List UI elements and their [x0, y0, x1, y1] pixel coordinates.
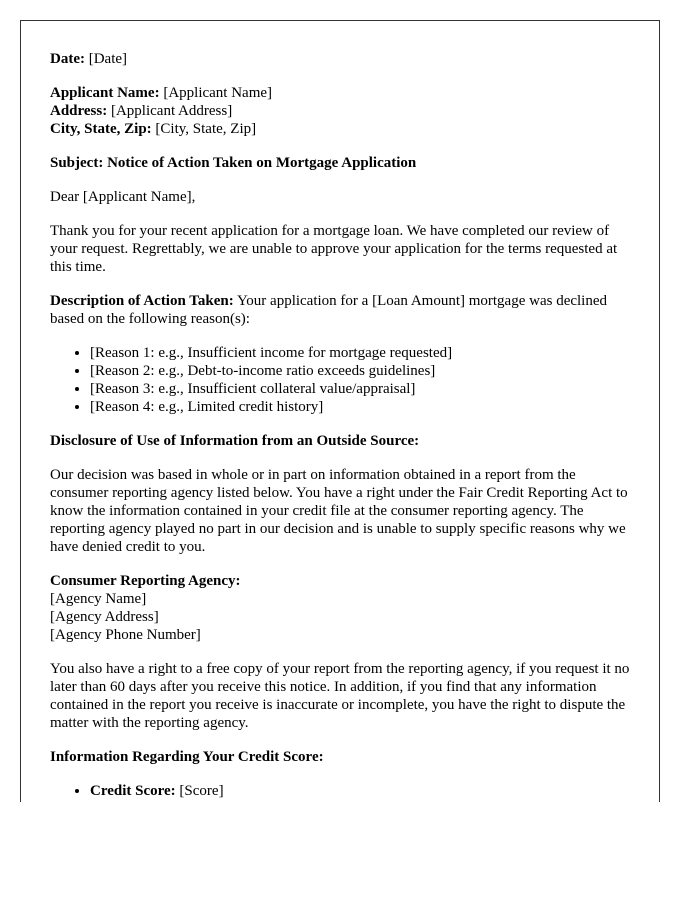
credit-score-label: Credit Score: — [90, 783, 176, 799]
disclosure-heading: Disclosure of Use of Information from an Outside Source: — [50, 433, 420, 449]
credit-score-value: [Score] — [175, 783, 224, 799]
agency-name: [Agency Name] — [50, 591, 147, 607]
intro-paragraph: Thank you for your recent application for a mortgage loan. We have completed our review of your request. Regrettably, we are unable to approve your application for the terms requested at this time. — [50, 223, 618, 275]
date-line — [50, 50, 630, 68]
reason-item: • [Reason 1: e.g., Insufficient income for mortgage requested] — [90, 344, 630, 362]
reason-item: • [Reason 4: e.g., Limited credit history] — [90, 398, 630, 416]
agency-block — [50, 572, 630, 644]
agency-address: [Agency Address] — [50, 609, 159, 625]
salutation: Dear [Applicant Name], — [50, 189, 196, 205]
address-line — [50, 102, 630, 120]
agency-phone: [Agency Phone Number] — [50, 627, 201, 643]
action-paragraph — [50, 292, 630, 328]
city-state-zip-label: City, State, Zip: — [50, 121, 152, 137]
credit-score-list — [50, 782, 630, 800]
reason-item: • [Reason 2: e.g., Debt-to-income ratio exceeds guidelines] — [90, 362, 630, 380]
disclosure-paragraph: Our decision was based in whole or in part on information obtained in a report from the consumer reporting agency listed below. You have a right under the Fair Credit Reporting Act to know the information contained in your credit file at the consumer reporting agency. The reporting agency played no part in our decision and is unable to supply specific reasons why we have denied credit to you. — [50, 467, 628, 555]
applicant-block — [50, 84, 630, 138]
applicant-name-value: [Applicant Name] — [159, 85, 273, 101]
subject: Subject: Notice of Action Taken on Mortgage Application — [50, 155, 417, 171]
agency-heading — [50, 572, 630, 590]
city-state-zip-line — [50, 120, 630, 138]
reasons-list — [50, 344, 630, 416]
applicant-name-label: Applicant Name: — [50, 85, 160, 101]
date-value: [Date] — [84, 51, 128, 67]
credit-score-item — [90, 782, 630, 800]
letter-body — [50, 50, 630, 802]
agency-heading-text: Consumer Reporting Agency: — [50, 573, 241, 589]
action-label: Description of Action Taken: — [50, 293, 234, 309]
reason-item: • [Reason 3: e.g., Insufficient collateral value/appraisal] — [90, 380, 630, 398]
subject-line — [50, 154, 630, 172]
date-label: Date: — [50, 51, 85, 67]
action-text: Your application for a [Loan Amount] mortgage was declined based on the following reason(s): — [50, 293, 608, 327]
rights-paragraph: You also have a right to a free copy of your report from the reporting agency, if you request it no later than 60 days after you receive this notice. In addition, if you find that any information contained in the report you receive is inaccurate or incomplete, you have the right to dispute the matter with the reporting agency. — [50, 661, 630, 731]
city-state-zip-value: [City, State, Zip] — [151, 121, 257, 137]
applicant-name-line — [50, 84, 630, 102]
letter-page — [20, 20, 660, 802]
address-value: [Applicant Address] — [107, 103, 233, 119]
credit-score-heading: Information Regarding Your Credit Score: — [50, 749, 324, 765]
address-label: Address: — [50, 103, 108, 119]
